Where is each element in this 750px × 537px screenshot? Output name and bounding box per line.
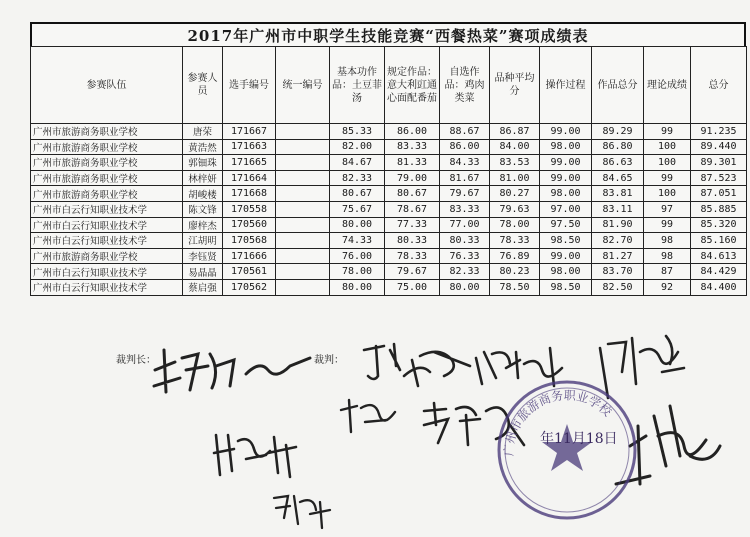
cell-s3: 86.00 xyxy=(440,139,490,155)
cell-theory: 100 xyxy=(644,155,691,171)
cell-theory: 99 xyxy=(644,124,691,140)
cell-unified xyxy=(276,170,330,186)
cell-avg: 78.33 xyxy=(490,233,540,249)
cell-s2: 80.67 xyxy=(385,186,440,202)
cell-name: 黄浩然 xyxy=(183,139,223,155)
cell-s2: 79.00 xyxy=(385,170,440,186)
cell-team: 广州市白云行知职业技术学 xyxy=(31,201,183,217)
cell-unified xyxy=(276,233,330,249)
cell-name: 江胡明 xyxy=(183,233,223,249)
cell-id: 170560 xyxy=(223,217,276,233)
table-row xyxy=(31,217,747,233)
cell-work: 83.70 xyxy=(592,264,644,280)
cell-theory: 100 xyxy=(644,139,691,155)
cell-s1: 80.00 xyxy=(330,217,385,233)
cell-team: 广州市旅游商务职业学校 xyxy=(31,170,183,186)
signature-chief-judge xyxy=(150,340,320,400)
cell-unified xyxy=(276,264,330,280)
cell-name: 易晶晶 xyxy=(183,264,223,280)
cell-avg: 78.50 xyxy=(490,279,540,295)
cell-total: 84.613 xyxy=(691,248,747,264)
cell-s3: 81.67 xyxy=(440,170,490,186)
judges-label: 裁判： xyxy=(314,355,344,366)
cell-work: 82.70 xyxy=(592,233,644,249)
cell-process: 98.50 xyxy=(540,233,592,249)
cell-theory: 100 xyxy=(644,186,691,202)
cell-s1: 78.00 xyxy=(330,264,385,280)
cell-work: 81.27 xyxy=(592,248,644,264)
cell-work: 83.81 xyxy=(592,186,644,202)
cell-s1: 80.00 xyxy=(330,279,385,295)
cell-id: 171666 xyxy=(223,248,276,264)
cell-name: 陈文锋 xyxy=(183,201,223,217)
col-header: 参赛人员 xyxy=(183,47,223,124)
cell-unified xyxy=(276,124,330,140)
table-row xyxy=(31,233,747,249)
table-header-row xyxy=(31,47,747,124)
cell-process: 99.00 xyxy=(540,248,592,264)
cell-work: 84.65 xyxy=(592,170,644,186)
cell-s1: 82.00 xyxy=(330,139,385,155)
col-header: 参赛队伍 xyxy=(31,47,183,124)
cell-id: 171668 xyxy=(223,186,276,202)
cell-avg: 80.27 xyxy=(490,186,540,202)
col-header: 规定作品：意大利豇通心面配番茄 xyxy=(385,47,440,124)
cell-s2: 79.67 xyxy=(385,264,440,280)
table-row xyxy=(31,279,747,295)
chief-judge-label: 裁判长： xyxy=(116,355,156,366)
cell-avg: 78.00 xyxy=(490,217,540,233)
cell-id: 170561 xyxy=(223,264,276,280)
cell-avg: 81.00 xyxy=(490,170,540,186)
cell-unified xyxy=(276,248,330,264)
cell-s3: 82.33 xyxy=(440,264,490,280)
cell-id: 170562 xyxy=(223,279,276,295)
cell-avg: 84.00 xyxy=(490,139,540,155)
cell-id: 171665 xyxy=(223,155,276,171)
signature-judge-1 xyxy=(360,336,480,396)
stamp-date: 年11月18日 xyxy=(540,431,618,447)
page-title: 2017年广州市中职学生技能竞赛“西餐热菜”赛项成绩表 xyxy=(30,22,746,46)
cell-team: 广州市白云行知职业技术学 xyxy=(31,217,183,233)
cell-team: 广州市旅游商务职业学校 xyxy=(31,155,183,171)
cell-name: 唐荣 xyxy=(183,124,223,140)
cell-s3: 76.33 xyxy=(440,248,490,264)
cell-s3: 83.33 xyxy=(440,201,490,217)
cell-s1: 75.67 xyxy=(330,201,385,217)
cell-process: 98.50 xyxy=(540,279,592,295)
cell-total: 91.235 xyxy=(691,124,747,140)
col-header: 选手编号 xyxy=(223,47,276,124)
table-row xyxy=(31,139,747,155)
cell-id: 171663 xyxy=(223,139,276,155)
signature-judge-8 xyxy=(270,488,340,533)
cell-avg: 80.23 xyxy=(490,264,540,280)
cell-total: 87.523 xyxy=(691,170,747,186)
cell-s2: 77.33 xyxy=(385,217,440,233)
table-row xyxy=(31,186,747,202)
col-header: 基本功作品：土豆菲汤 xyxy=(330,47,385,124)
table-row xyxy=(31,248,747,264)
cell-team: 广州市旅游商务职业学校 xyxy=(31,124,183,140)
cell-name: 廖梓杰 xyxy=(183,217,223,233)
official-seal xyxy=(493,376,641,524)
cell-theory: 99 xyxy=(644,217,691,233)
cell-avg: 76.89 xyxy=(490,248,540,264)
cell-theory: 97 xyxy=(644,201,691,217)
cell-total: 84.400 xyxy=(691,279,747,295)
cell-s2: 75.00 xyxy=(385,279,440,295)
cell-theory: 98 xyxy=(644,233,691,249)
cell-s2: 81.33 xyxy=(385,155,440,171)
col-header: 统一编号 xyxy=(276,47,330,124)
cell-work: 86.80 xyxy=(592,139,644,155)
cell-name: 林梓妍 xyxy=(183,170,223,186)
cell-s2: 78.33 xyxy=(385,248,440,264)
cell-unified xyxy=(276,186,330,202)
col-header: 品种平均分 xyxy=(490,47,540,124)
table-row xyxy=(31,155,747,171)
cell-s1: 80.67 xyxy=(330,186,385,202)
cell-s1: 84.67 xyxy=(330,155,385,171)
cell-total: 85.885 xyxy=(691,201,747,217)
col-header: 操作过程 xyxy=(540,47,592,124)
cell-s3: 79.67 xyxy=(440,186,490,202)
cell-work: 82.50 xyxy=(592,279,644,295)
cell-total: 89.301 xyxy=(691,155,747,171)
cell-theory: 99 xyxy=(644,170,691,186)
cell-theory: 92 xyxy=(644,279,691,295)
signature-judge-4 xyxy=(335,392,405,442)
cell-team: 广州市旅游商务职业学校 xyxy=(31,248,183,264)
cell-work: 81.90 xyxy=(592,217,644,233)
signature-judge-7 xyxy=(210,425,310,485)
cell-unified xyxy=(276,155,330,171)
cell-s1: 82.33 xyxy=(330,170,385,186)
cell-work: 89.29 xyxy=(592,124,644,140)
col-header: 理论成绩 xyxy=(644,47,691,124)
table-row xyxy=(31,201,747,217)
cell-s3: 80.00 xyxy=(440,279,490,295)
cell-s2: 78.67 xyxy=(385,201,440,217)
table-row xyxy=(31,264,747,280)
cell-s1: 85.33 xyxy=(330,124,385,140)
cell-total: 85.160 xyxy=(691,233,747,249)
cell-s2: 80.33 xyxy=(385,233,440,249)
svg-text:广州市旅游商务职业学校: 广州市旅游商务职业学校 xyxy=(501,388,615,457)
table-row xyxy=(31,170,747,186)
cell-avg: 83.53 xyxy=(490,155,540,171)
cell-id: 170558 xyxy=(223,201,276,217)
cell-unified xyxy=(276,279,330,295)
cell-id: 170568 xyxy=(223,233,276,249)
cell-team: 广州市白云行知职业技术学 xyxy=(31,264,183,280)
col-header: 作品总分 xyxy=(592,47,644,124)
cell-work: 83.11 xyxy=(592,201,644,217)
cell-s3: 88.67 xyxy=(440,124,490,140)
cell-s3: 77.00 xyxy=(440,217,490,233)
cell-id: 171664 xyxy=(223,170,276,186)
cell-s1: 76.00 xyxy=(330,248,385,264)
cell-name: 李钰贤 xyxy=(183,248,223,264)
cell-team: 广州市白云行知职业技术学 xyxy=(31,279,183,295)
cell-unified xyxy=(276,139,330,155)
table-body xyxy=(31,124,747,296)
cell-name: 胡峻楼 xyxy=(183,186,223,202)
cell-s2: 83.33 xyxy=(385,139,440,155)
cell-team: 广州市旅游商务职业学校 xyxy=(31,186,183,202)
cell-s2: 86.00 xyxy=(385,124,440,140)
cell-process: 99.00 xyxy=(540,124,592,140)
cell-s1: 74.33 xyxy=(330,233,385,249)
score-table xyxy=(30,46,747,296)
cell-unified xyxy=(276,201,330,217)
cell-name: 郭钿珠 xyxy=(183,155,223,171)
cell-process: 99.00 xyxy=(540,170,592,186)
cell-theory: 98 xyxy=(644,248,691,264)
cell-avg: 79.63 xyxy=(490,201,540,217)
col-header: 自选作品：鸡肉类菜 xyxy=(440,47,490,124)
col-header: 总分 xyxy=(691,47,747,124)
cell-s3: 84.33 xyxy=(440,155,490,171)
cell-work: 86.63 xyxy=(592,155,644,171)
cell-total: 89.440 xyxy=(691,139,747,155)
cell-theory: 87 xyxy=(644,264,691,280)
cell-total: 84.429 xyxy=(691,264,747,280)
cell-name: 蔡启强 xyxy=(183,279,223,295)
cell-team: 广州市白云行知职业技术学 xyxy=(31,233,183,249)
cell-team: 广州市旅游商务职业学校 xyxy=(31,139,183,155)
cell-id: 171667 xyxy=(223,124,276,140)
cell-avg: 86.87 xyxy=(490,124,540,140)
cell-total: 85.320 xyxy=(691,217,747,233)
table-row xyxy=(31,124,747,140)
cell-process: 98.00 xyxy=(540,139,592,155)
cell-unified xyxy=(276,217,330,233)
cell-total: 87.051 xyxy=(691,186,747,202)
cell-process: 98.00 xyxy=(540,186,592,202)
cell-process: 97.50 xyxy=(540,217,592,233)
cell-process: 98.00 xyxy=(540,264,592,280)
cell-s3: 80.33 xyxy=(440,233,490,249)
cell-process: 97.00 xyxy=(540,201,592,217)
cell-process: 99.00 xyxy=(540,155,592,171)
